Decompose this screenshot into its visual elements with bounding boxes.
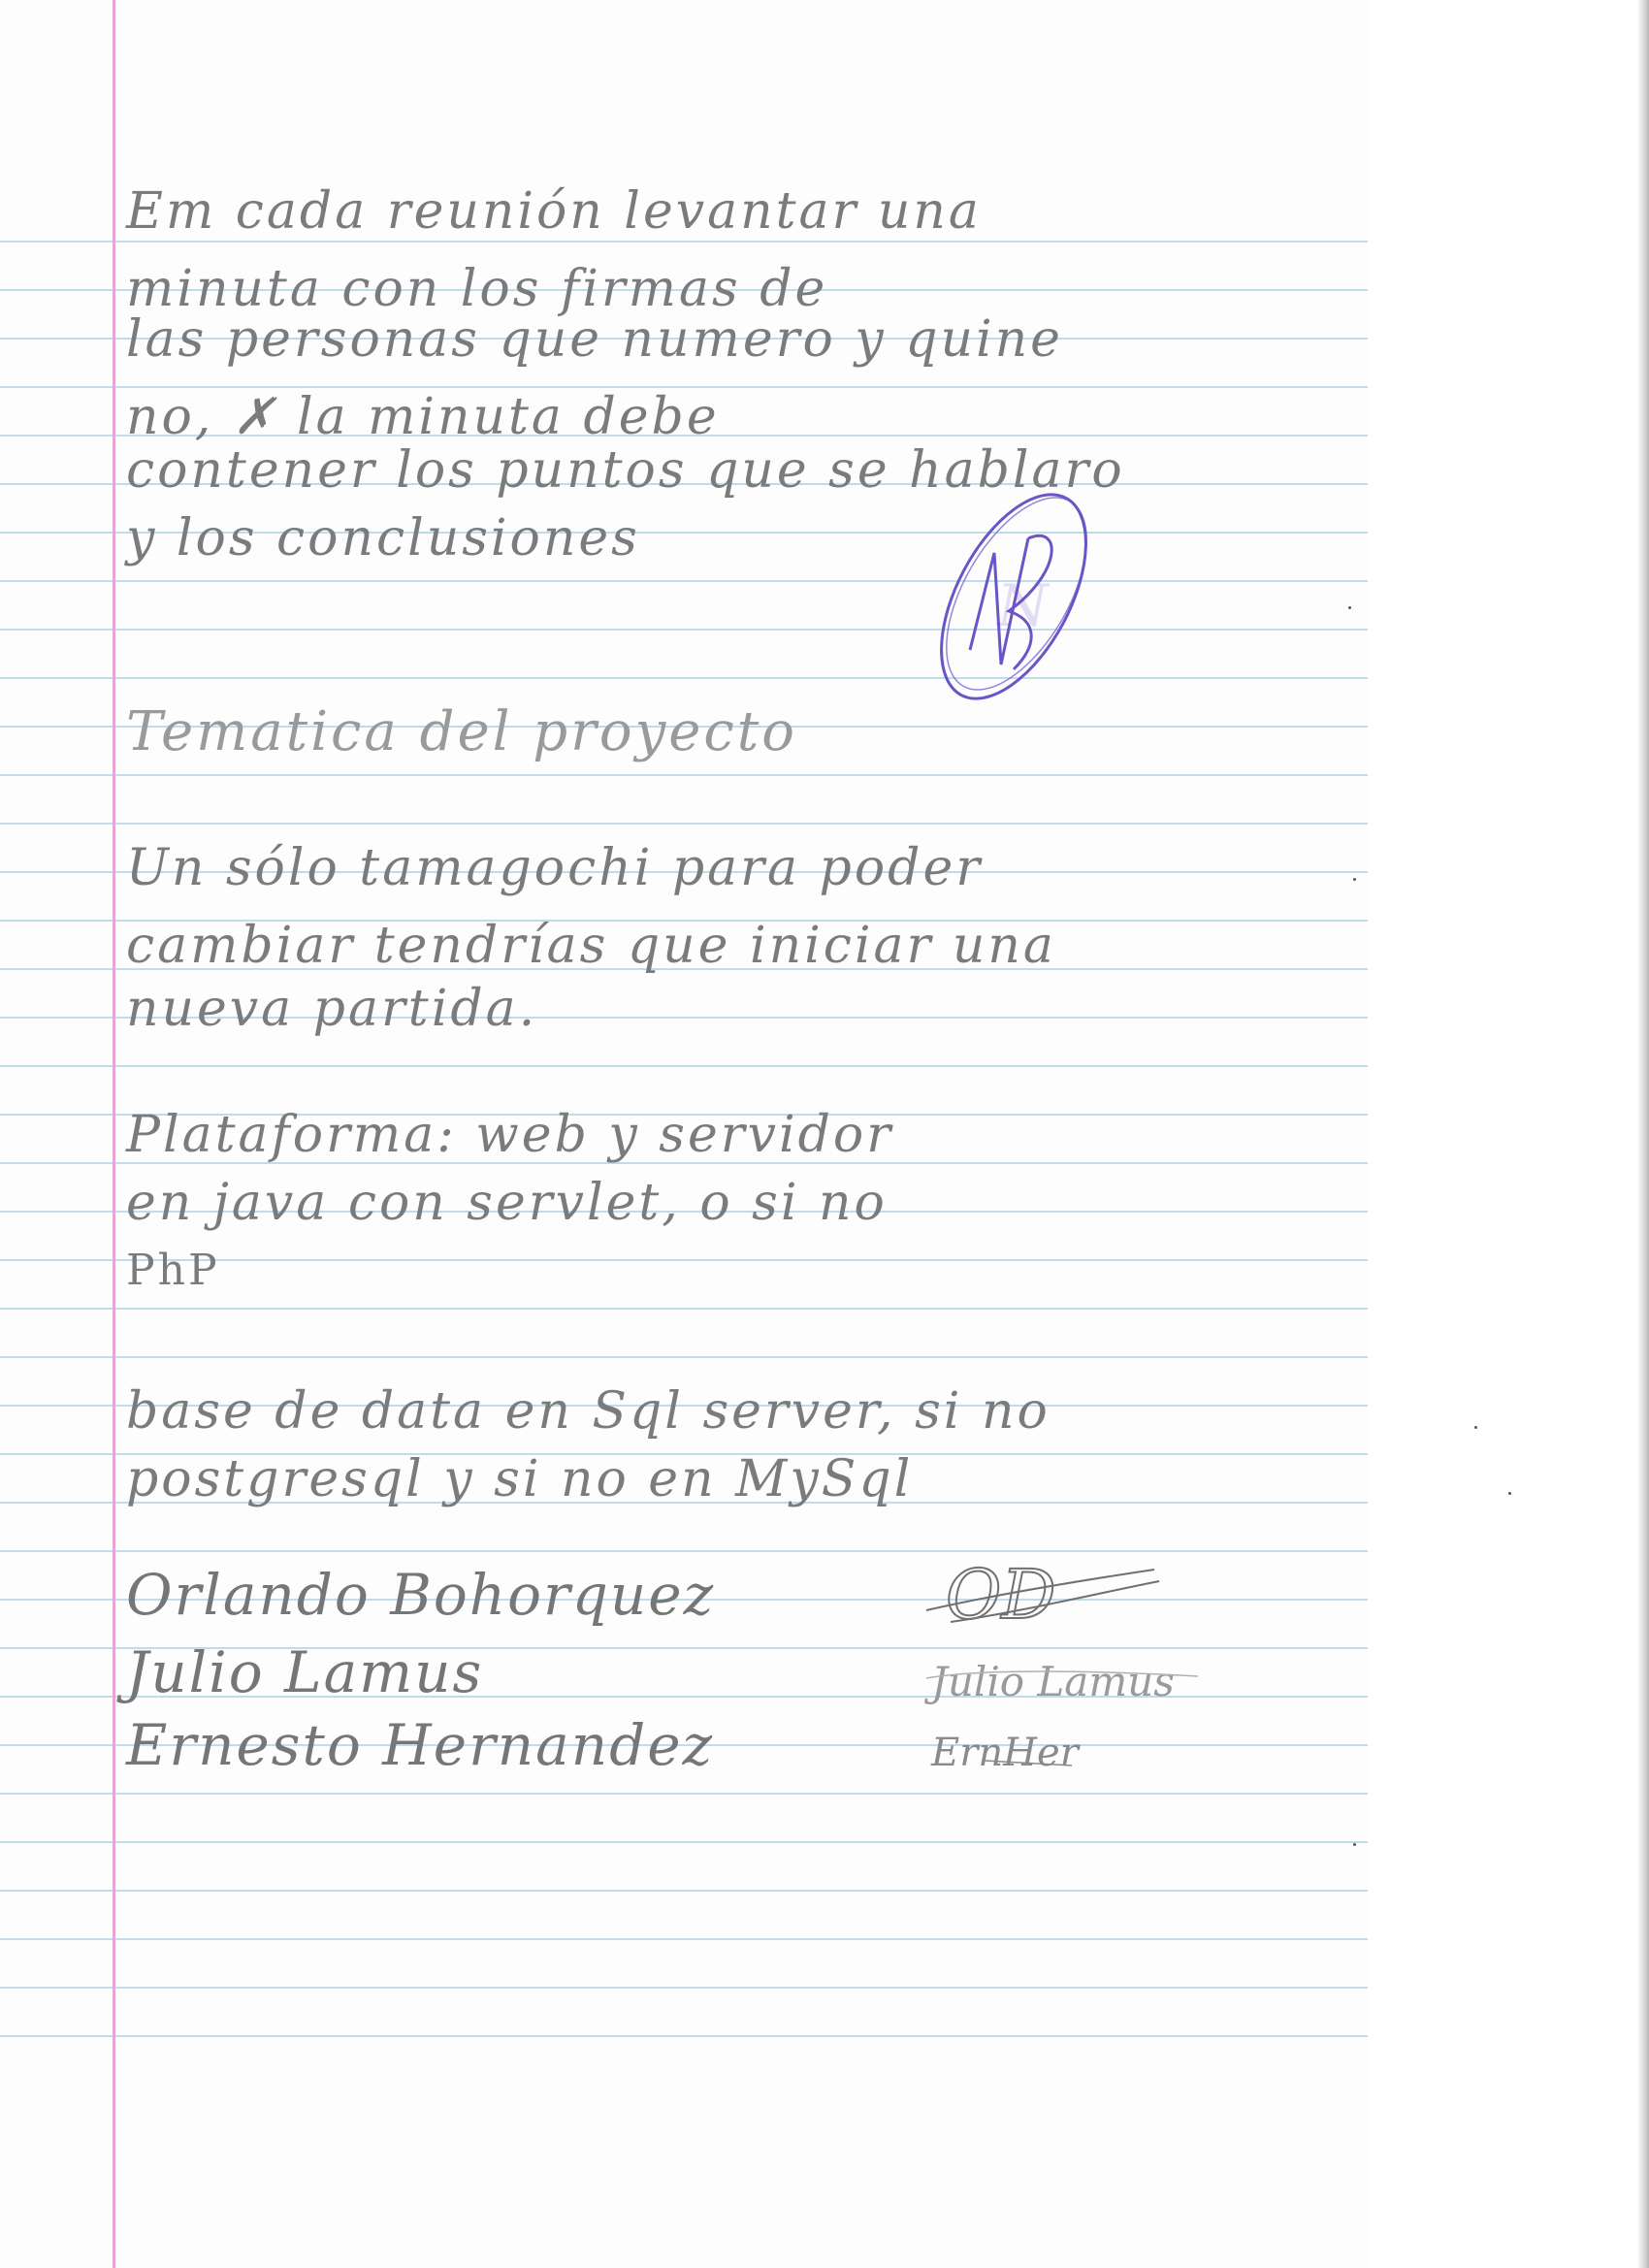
text-line: Em cada reunión levantar una [126,182,982,241]
text-line: las personas que numero y quine [126,310,1063,369]
text-line: contener los puntos que se hablaro [126,441,1125,500]
text-line: Un sólo tamagochi para poder [126,839,984,897]
text-line: postgresql y si no en MySql [126,1450,914,1508]
scan-speck [1353,878,1356,881]
text-line: y los conclusiones [126,509,640,567]
scan-speck [1353,1843,1356,1846]
signature-text: Julio Lamus [931,1658,1175,1705]
signature-orlando [922,1542,1174,1649]
scan-edge-shadow [1637,0,1649,2268]
signature-text: OD [946,1555,1056,1635]
page-header-space [0,0,1368,194]
stamp-initial: N [997,572,1049,640]
attendee-name: Orlando Bohorquez [126,1562,716,1628]
scan-speck [1508,1492,1511,1495]
text-line: minuta con los firmas de [126,260,828,318]
signature-text: ErnHer [931,1731,1079,1775]
topic-heading: Tematica del proyecto [126,700,797,763]
signature-ernesto [926,1707,1140,1785]
text-line: PhP [126,1246,220,1295]
blue-stamp-signature [892,466,1135,728]
text-line: no, ✗ la minuta debe [126,388,720,446]
attendee-name: Ernesto Hernandez [126,1712,715,1778]
text-line: en java con servlet, o si no [126,1174,888,1232]
attendee-name: Julio Lamus [126,1639,484,1705]
text-line: base de data en Sql server, si no [126,1382,1051,1441]
scan-speck [1348,606,1351,609]
scan-speck [1474,1426,1477,1429]
margin-line [113,0,115,2268]
text-line: Plataforma: web y servidor [126,1106,894,1164]
text-line: cambiar tendrías que iniciar una [126,917,1056,975]
page-right-edge [1368,0,1649,2268]
text-line: nueva partida. [126,980,538,1038]
signature-julio [922,1639,1212,1717]
